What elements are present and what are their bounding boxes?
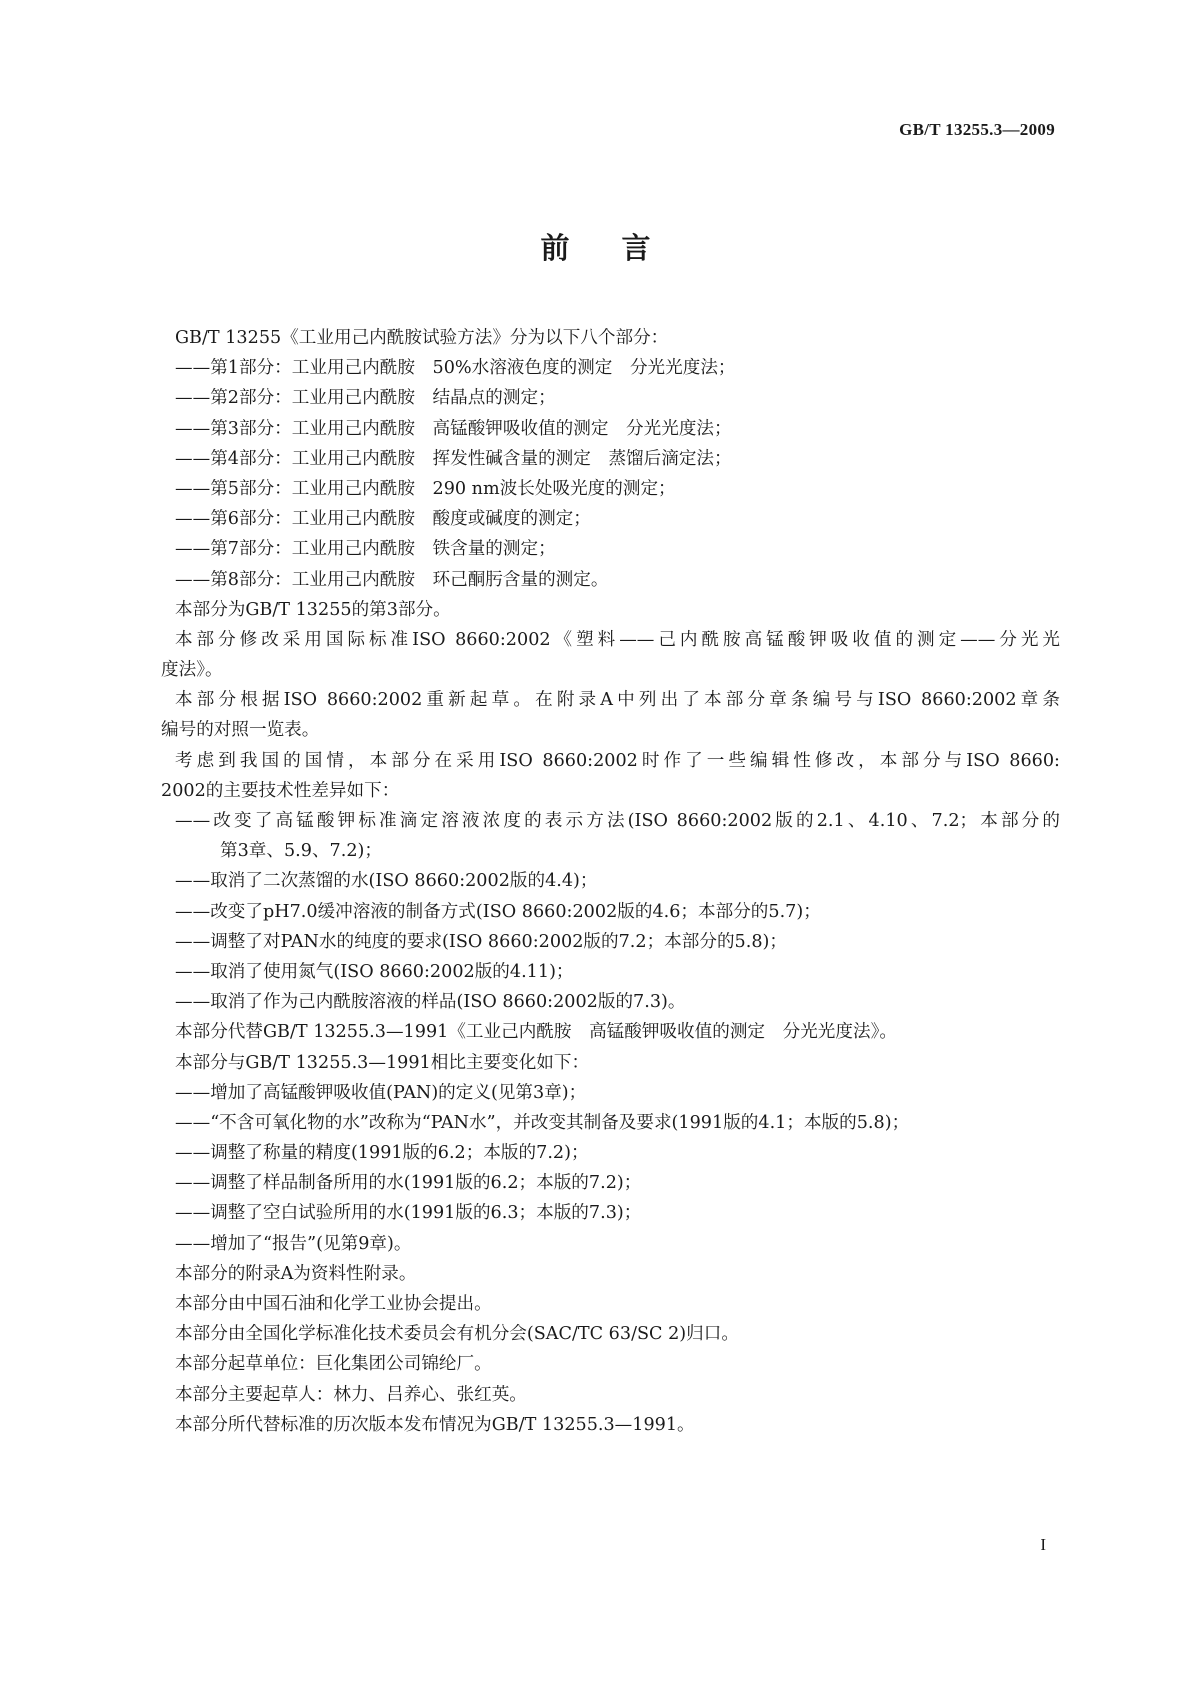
difference-list-item: ——改变了pH7.0缓冲溶液的制备方式(ISO 8660:2002版的4.6；本部分的5.7)； [175, 901, 821, 922]
paragraph: 本部分修改采用国际标准ISO 8660:2002《塑料——己内酰胺高锰酸钾吸收值的测定——分光光 [175, 629, 1060, 650]
part-list-item: ——第5部分：工业用己内酰胺 290 nm波长处吸光度的测定； [175, 478, 676, 499]
paragraph: 本部分由全国化学标准化技术委员会有机分会(SAC/TC 63/SC 2)归口。 [175, 1324, 739, 1345]
part-list-item: ——第4部分：工业用己内酰胺 挥发性碱含量的测定 蒸馏后滴定法； [175, 448, 732, 469]
part-list-item: ——第8部分：工业用己内酰胺 环己酮肟含量的测定。 [175, 569, 609, 590]
part-list-item: ——第6部分：工业用己内酰胺 酸度或碱度的测定； [175, 509, 591, 530]
paragraph: 本部分由中国石油和化学工业协会提出。 [175, 1294, 492, 1314]
difference-list-item: ——取消了使用氮气(ISO 8660:2002版的4.11)； [175, 961, 574, 982]
paragraph: 本部分主要起草人：林力、吕养心、张红英。 [175, 1384, 527, 1405]
difference-list-continuation: 第3章、5.9、7.2)； [220, 841, 382, 862]
intro-paragraph: GB/T 13255《工业用己内酰胺试验方法》分为以下八个部分： [175, 328, 669, 348]
standard-code: GB/T 13255.3—2009 [899, 120, 1055, 139]
difference-list-item: ——取消了二次蒸馏的水(ISO 8660:2002版的4.4)； [175, 871, 598, 892]
part-list-item: ——第7部分：工业用己内酰胺 铁含量的测定； [175, 539, 556, 560]
part-list-item: ——第3部分：工业用己内酰胺 高锰酸钾吸收值的测定 分光光度法； [175, 418, 732, 439]
paragraph: 本部分根据ISO 8660:2002重新起草。在附录A中列出了本部分章条编号与ISO 8660:2002章条 [175, 690, 1060, 711]
change-list-item: ——增加了高锰酸钾吸收值(PAN)的定义(见第3章)； [175, 1082, 587, 1103]
paragraph: 本部分代替GB/T 13255.3—1991《工业己内酰胺 高锰酸钾吸收值的测定 分光光度法》。 [175, 1022, 897, 1043]
paragraph: 本部分起草单位：巨化集团公司锦纶厂。 [175, 1354, 492, 1375]
part-list-item: ——第2部分：工业用己内酰胺 结晶点的测定； [175, 388, 556, 409]
change-list-item: ——“不含可氧化物的水”改称为“PAN水”，并改变其制备及要求(1991版的4.1；本版的5.8)； [175, 1112, 910, 1133]
difference-list-item: ——改变了高锰酸钾标准滴定溶液浓度的表示方法(ISO 8660:2002版的2.1、4.10、7.2；本部分的 [175, 811, 1060, 831]
foreword-body [161, 323, 1060, 1440]
paragraph-continuation: 度法》。 [161, 660, 223, 681]
paragraph: 考虑到我国的国情，本部分在采用ISO 8660:2002时作了一些编辑性修改，本部分与ISO 8660: [175, 750, 1060, 771]
paragraph: 本部分与GB/T 13255.3—1991相比主要变化如下： [175, 1052, 590, 1073]
change-list-item: ——增加了“报告”(见第9章)。 [175, 1233, 412, 1254]
part-list-item: ——第1部分：工业用己内酰胺 50%水溶液色度的测定 分光光度法； [175, 358, 736, 379]
paragraph: 本部分为GB/T 13255的第3部分。 [175, 599, 451, 620]
change-list-item: ——调整了称量的精度(1991版的6.2；本版的7.2)； [175, 1143, 589, 1164]
paragraph: 本部分所代替标准的历次版本发布情况为GB/T 13255.3—1991。 [175, 1414, 695, 1435]
paragraph-continuation: 2002的主要技术性差异如下： [161, 780, 400, 801]
difference-list-item: ——调整了对PAN水的纯度的要求(ISO 8660:2002版的7.2；本部分的5.8)； [175, 931, 787, 952]
change-list-item: ——调整了空白试验所用的水(1991版的6.3；本版的7.3)； [175, 1203, 642, 1224]
change-list-item: ——调整了样品制备所用的水(1991版的6.2；本版的7.2)； [175, 1173, 642, 1194]
paragraph: 本部分的附录A为资料性附录。 [175, 1263, 417, 1284]
page-number: I [1040, 1535, 1046, 1554]
difference-list-item: ——取消了作为己内酰胺溶液的样品(ISO 8660:2002版的7.3)。 [175, 992, 686, 1013]
page-title: 前言 [540, 231, 703, 265]
paragraph-continuation: 编号的对照一览表。 [161, 720, 320, 741]
